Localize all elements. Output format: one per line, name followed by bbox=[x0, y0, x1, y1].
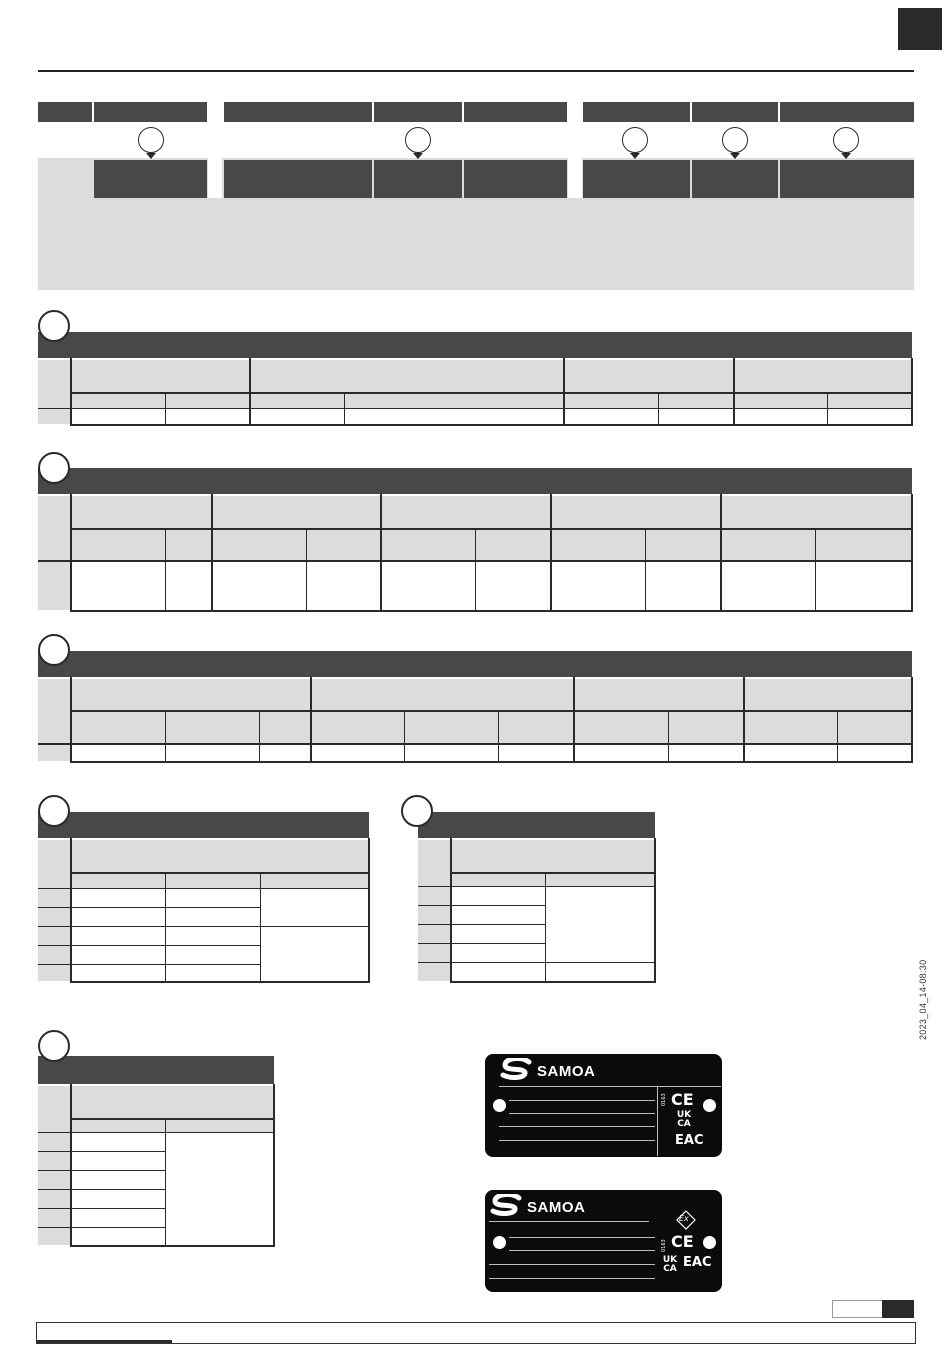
table-3-row-index bbox=[38, 679, 70, 743]
table-4-hline bbox=[38, 907, 260, 908]
overview-code-box-7 bbox=[780, 160, 914, 198]
table-3-vline bbox=[743, 677, 745, 763]
header-rule bbox=[38, 70, 914, 72]
numbered-callout-circle bbox=[38, 452, 70, 484]
overview-header-1 bbox=[38, 102, 92, 122]
brand-name: SAMOA bbox=[527, 1199, 586, 1216]
samoa-logo-icon bbox=[499, 1058, 533, 1080]
table-2-row-index bbox=[38, 496, 70, 560]
mounting-hole-icon bbox=[493, 1236, 506, 1249]
table-2-vline bbox=[306, 530, 307, 612]
table-4-vline bbox=[165, 874, 166, 983]
table-3-title-bar bbox=[38, 651, 912, 677]
samoa-logo-icon bbox=[489, 1194, 523, 1216]
table-2-vline bbox=[550, 494, 552, 612]
table-6-hline bbox=[38, 1227, 165, 1228]
table-2-vline bbox=[815, 530, 816, 612]
table-6-hline bbox=[38, 1151, 165, 1152]
overview-code-box-4 bbox=[464, 160, 567, 198]
pin-marker-icon bbox=[138, 127, 164, 153]
table-5-hline bbox=[418, 943, 545, 944]
table-3-vline bbox=[310, 677, 312, 763]
overview-code-box-1 bbox=[94, 160, 207, 198]
numbered-callout-circle bbox=[38, 1030, 70, 1062]
plate-field-line bbox=[509, 1100, 655, 1101]
overview-code-box-3 bbox=[374, 160, 462, 198]
table-1-vline bbox=[827, 394, 828, 426]
nameplate-standard bbox=[485, 1054, 722, 1157]
overview-header-8 bbox=[780, 102, 914, 122]
pin-marker-icon bbox=[722, 127, 748, 153]
corner-tab bbox=[898, 8, 942, 50]
table-1-data-index bbox=[38, 408, 70, 424]
numbered-callout-circle bbox=[38, 310, 70, 342]
ce-mark-icon: CE bbox=[671, 1232, 694, 1251]
table-5-title-bar bbox=[418, 812, 655, 838]
numbered-callout-circle bbox=[38, 634, 70, 666]
table-4-frame bbox=[70, 838, 370, 983]
table-1-vline bbox=[563, 358, 565, 426]
overview-header-6 bbox=[583, 102, 690, 122]
table-6-hline bbox=[38, 1189, 165, 1190]
plate-field-line bbox=[509, 1250, 655, 1251]
overview-header-7 bbox=[692, 102, 778, 122]
pin-marker-icon bbox=[405, 127, 431, 153]
table-1-vline bbox=[165, 394, 166, 426]
pin-marker-icon bbox=[833, 127, 859, 153]
table-4-hline bbox=[38, 945, 260, 946]
table-3-vline bbox=[837, 712, 838, 763]
table-1-hline bbox=[38, 408, 913, 409]
table-1-hline bbox=[70, 392, 913, 394]
table-3-vline bbox=[668, 712, 669, 763]
table-5-hline bbox=[450, 872, 656, 874]
table-6-vline bbox=[165, 1120, 166, 1247]
table-5-row-index bbox=[418, 840, 450, 886]
mounting-hole-icon bbox=[493, 1099, 506, 1112]
table-3-hline bbox=[70, 710, 913, 712]
table-6-frame bbox=[70, 1084, 275, 1247]
table-4-data-index bbox=[38, 889, 70, 981]
table-3-vline bbox=[498, 712, 499, 763]
plate-field-line bbox=[489, 1278, 655, 1279]
overview-header-3 bbox=[224, 102, 372, 122]
table-4-hline bbox=[38, 964, 260, 965]
table-1-title-bar bbox=[38, 332, 912, 358]
ce-mark-icon: CE bbox=[671, 1090, 694, 1109]
notified-body-number: 0163 bbox=[661, 1239, 667, 1252]
table-2-vline bbox=[645, 530, 646, 612]
table-1-vline bbox=[658, 394, 659, 426]
table-2-vline bbox=[380, 494, 382, 612]
ukca-mark-icon: UK CA bbox=[662, 1255, 678, 1274]
nameplate-atex bbox=[485, 1190, 722, 1292]
table-6-hline bbox=[38, 1132, 275, 1133]
footer-rule bbox=[36, 1340, 172, 1343]
table-6-title-bar bbox=[38, 1056, 274, 1084]
table-5-hline bbox=[418, 924, 545, 925]
plate-field-line bbox=[509, 1237, 655, 1238]
table-4-vline bbox=[260, 874, 261, 983]
overview-header-2 bbox=[94, 102, 207, 122]
plate-separator bbox=[489, 1221, 649, 1222]
table-6-hline bbox=[38, 1208, 165, 1209]
table-6-row-index bbox=[38, 1086, 70, 1132]
overview-header-4 bbox=[374, 102, 462, 122]
eac-mark-icon: EAC bbox=[683, 1255, 712, 1270]
table-3-frame bbox=[70, 677, 913, 763]
overview-code-box-5 bbox=[583, 160, 690, 198]
plate-field-line bbox=[499, 1126, 655, 1127]
mounting-hole-icon bbox=[703, 1236, 716, 1249]
table-1-vline bbox=[249, 358, 251, 426]
table-2-vline bbox=[475, 530, 476, 612]
table-2-hline bbox=[70, 528, 913, 530]
plate-field-line bbox=[509, 1113, 655, 1114]
table-2-title-bar bbox=[38, 468, 912, 494]
table-5-data-index bbox=[418, 887, 450, 981]
table-3-vline bbox=[573, 677, 575, 763]
table-3-vline bbox=[259, 712, 260, 763]
overview-header-5 bbox=[464, 102, 567, 122]
table-4-title-bar bbox=[38, 812, 369, 838]
notified-body-number: 0163 bbox=[661, 1093, 667, 1106]
numbered-callout-circle bbox=[401, 795, 433, 827]
ukca-mark-icon: UK CA bbox=[676, 1110, 692, 1129]
overview-code-box-2 bbox=[224, 160, 372, 198]
plate-separator bbox=[499, 1086, 721, 1087]
table-3-hline bbox=[38, 743, 913, 745]
plate-field-line bbox=[499, 1140, 655, 1141]
numbered-callout-circle bbox=[38, 795, 70, 827]
page-number-tab bbox=[882, 1300, 914, 1318]
table-6-hline bbox=[38, 1170, 165, 1171]
table-6-hline bbox=[70, 1118, 275, 1120]
overview-gap-2 bbox=[568, 158, 582, 198]
table-4-hline bbox=[38, 926, 370, 927]
atex-ex-mark-icon: Ex bbox=[676, 1210, 696, 1230]
table-3-vline bbox=[165, 712, 166, 763]
revision-stamp: 2023_04_14-08:30 bbox=[918, 959, 928, 1040]
table-5-hline bbox=[418, 886, 656, 887]
brand-name: SAMOA bbox=[537, 1063, 596, 1080]
table-5-hline bbox=[418, 962, 656, 963]
table-1-vline bbox=[733, 358, 735, 426]
table-5-hline bbox=[418, 905, 545, 906]
mounting-hole-icon bbox=[703, 1099, 716, 1112]
overview-gap-1 bbox=[208, 158, 222, 198]
overview-code-box-6 bbox=[692, 160, 778, 198]
table-5-vline bbox=[545, 874, 546, 983]
table-4-hline bbox=[70, 872, 370, 874]
eac-mark-icon: EAC bbox=[675, 1133, 704, 1148]
plate-field-line bbox=[489, 1264, 655, 1265]
plate-divider bbox=[657, 1086, 658, 1156]
table-2-data-index bbox=[38, 562, 70, 610]
table-2-vline bbox=[720, 494, 722, 612]
table-3-vline bbox=[404, 712, 405, 763]
table-4-hline bbox=[38, 888, 370, 889]
table-2-vline bbox=[165, 530, 166, 612]
table-2-frame bbox=[70, 494, 913, 612]
table-3-data-index bbox=[38, 745, 70, 761]
table-1-vline bbox=[344, 394, 345, 426]
table-2-vline bbox=[211, 494, 213, 612]
pin-marker-icon bbox=[622, 127, 648, 153]
table-1-row-index bbox=[38, 360, 70, 408]
table-4-row-index bbox=[38, 840, 70, 888]
